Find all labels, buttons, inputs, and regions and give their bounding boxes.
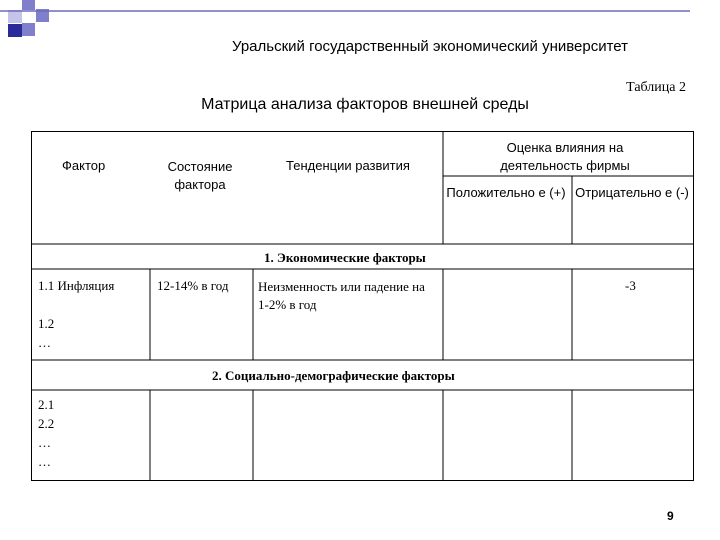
section-economic-factors: 1. Экономические факторы xyxy=(264,250,426,265)
page-title: Матрица анализа факторов внешней среды xyxy=(201,96,529,113)
cell-factor-2-2: 2.2 xyxy=(38,416,55,431)
cell-factor-inflation: 1.1 Инфляция xyxy=(38,278,115,293)
cell-factor-2-ellipsis-1: … xyxy=(38,435,51,450)
table-number: Таблица 2 xyxy=(626,80,686,95)
cell-factor-1-ellipsis: … xyxy=(38,335,51,350)
cell-negative-inflation: -3 xyxy=(625,278,636,293)
header-trends: Тенденции развития xyxy=(286,158,410,173)
decor-square-4 xyxy=(22,23,35,36)
university-name: Уральский государственный экономический университет xyxy=(231,38,629,55)
header-state: Состояние фактора xyxy=(167,159,233,192)
cell-state-inflation: 12-14% в год xyxy=(157,278,229,293)
cell-trend-inflation: Неизменность или падение на 1-2% в год xyxy=(258,279,425,312)
cell-factor-2-ellipsis-2: … xyxy=(38,454,51,469)
cell-factor-1-2: 1.2 xyxy=(38,316,55,331)
cell-factor-2-1: 2.1 xyxy=(38,397,55,412)
decor-square-5 xyxy=(8,24,22,37)
header-negative: Отрицательно е (-) xyxy=(575,185,689,200)
header-positive: Положительно е (+) xyxy=(446,185,566,200)
header-factor: Фактор xyxy=(62,158,106,173)
section-socio-demographic-factors: 2. Социально-демографические факторы xyxy=(212,368,455,383)
page-number: 9 xyxy=(667,509,674,523)
header-impact: Оценка влияния на деятельность фирмы xyxy=(500,140,630,173)
header-line xyxy=(0,3,690,19)
